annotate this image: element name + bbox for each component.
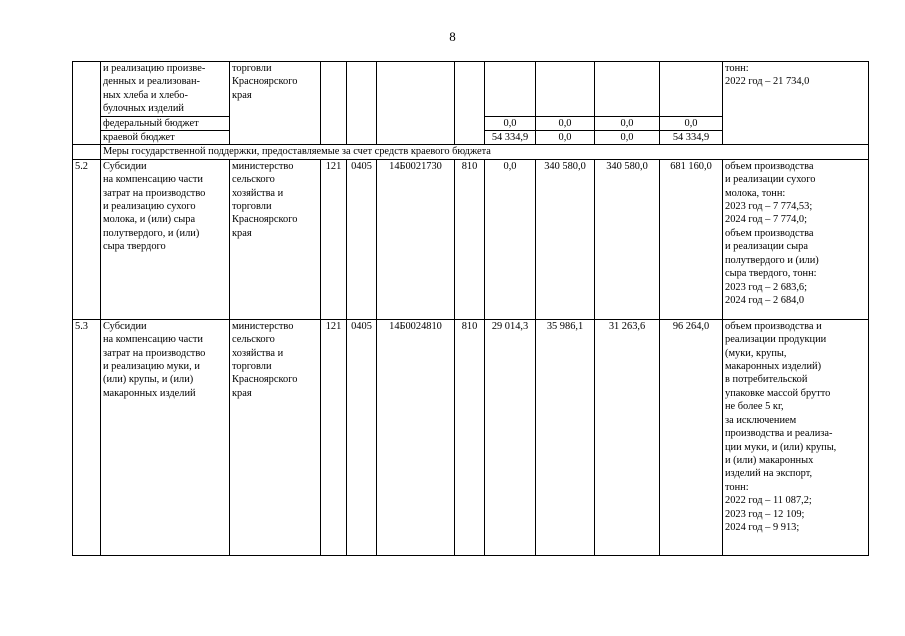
row-total: 681 160,0 bbox=[660, 159, 723, 319]
row-vr: 810 bbox=[455, 159, 485, 319]
row-2023: 340 580,0 bbox=[536, 159, 595, 319]
cont-total bbox=[660, 62, 723, 117]
row-number: 5.3 bbox=[73, 319, 101, 555]
row-total: 96 264,0 bbox=[660, 319, 723, 555]
section-header: Меры государственной поддержки, предоставляемые за счет средств краевого бюджета bbox=[101, 145, 869, 159]
funding-source: краевой бюджет bbox=[101, 131, 230, 145]
continuation-row bbox=[73, 62, 869, 117]
table-row bbox=[73, 159, 869, 319]
funding-2023: 0,0 bbox=[536, 116, 595, 130]
row-2024: 31 263,6 bbox=[595, 319, 660, 555]
row-csr: 14Б0021730 bbox=[377, 159, 455, 319]
cont-2023 bbox=[536, 62, 595, 117]
row-grbs: 121 bbox=[321, 159, 347, 319]
row-description: Субсидии на компенсацию части затрат на производство и реализацию сухого молока, и (или) сыра полутвердого, и (или) сыра твердого bbox=[101, 159, 230, 319]
row-number: 5.2 bbox=[73, 159, 101, 319]
row-csr: 14Б0024810 bbox=[377, 319, 455, 555]
cont-2024 bbox=[595, 62, 660, 117]
cont-description: и реализацию произве- денных и реализован- ных хлеба и хлебо- булочных изделий bbox=[101, 62, 230, 117]
program-measures-table bbox=[72, 61, 869, 556]
cont-executor: торговли Красноярского края bbox=[230, 62, 321, 145]
funding-2024: 0,0 bbox=[595, 116, 660, 130]
row-2022: 0,0 bbox=[485, 159, 536, 319]
row-description: Субсидии на компенсацию части затрат на производство и реализацию муки, и (или) крупы, и (или) макаронных изделий bbox=[101, 319, 230, 555]
cont-num-cell bbox=[73, 62, 101, 145]
cont-2022 bbox=[485, 62, 536, 117]
row-indicator: объем производства и реализации сухого молока, тонн: 2023 год – 7 774,53; 2024 год – 7 774,0; объем производства и реализации сыра полутвердого и (или) сыра твердого, тонн: 2023 год – 2 683,6; 2024 год – 2 684,0 bbox=[723, 159, 869, 319]
row-2022: 29 014,3 bbox=[485, 319, 536, 555]
cont-vr bbox=[455, 62, 485, 145]
row-executor: министерство сельского хозяйства и торговли Красноярского края bbox=[230, 319, 321, 555]
row-grbs: 121 bbox=[321, 319, 347, 555]
row-vr: 810 bbox=[455, 319, 485, 555]
cont-rzpr bbox=[347, 62, 377, 145]
row-rzpr: 0405 bbox=[347, 319, 377, 555]
cont-indicator: тонн: 2022 год – 21 734,0 bbox=[723, 62, 869, 145]
funding-2022: 0,0 bbox=[485, 116, 536, 130]
funding-total: 0,0 bbox=[660, 116, 723, 130]
table-row bbox=[73, 319, 869, 555]
row-2024: 340 580,0 bbox=[595, 159, 660, 319]
funding-2023: 0,0 bbox=[536, 131, 595, 145]
funding-2022: 54 334,9 bbox=[485, 131, 536, 145]
funding-total: 54 334,9 bbox=[660, 131, 723, 145]
row-2023: 35 986,1 bbox=[536, 319, 595, 555]
row-executor: министерство сельского хозяйства и торговли Красноярского края bbox=[230, 159, 321, 319]
cont-csr bbox=[377, 62, 455, 145]
funding-2024: 0,0 bbox=[595, 131, 660, 145]
section-header-row bbox=[73, 145, 869, 159]
page-number: 8 bbox=[449, 29, 456, 44]
funding-source: федеральный бюджет bbox=[101, 116, 230, 130]
row-indicator: объем производства и реализации продукции (муки, крупы, макаронных изделий) в потребительской упаковке массой брутто не более 5 кг, за исключением производства и реализа- ции муки, и (или) крупы, и (или) макаронных изделий на экспорт, тонн: 2022 год – 11 087,2; 2023 год – 12 109; 2024 год – 9 913; bbox=[723, 319, 869, 555]
row-rzpr: 0405 bbox=[347, 159, 377, 319]
cont-grbs bbox=[321, 62, 347, 145]
section-header-num-cell bbox=[73, 145, 101, 159]
